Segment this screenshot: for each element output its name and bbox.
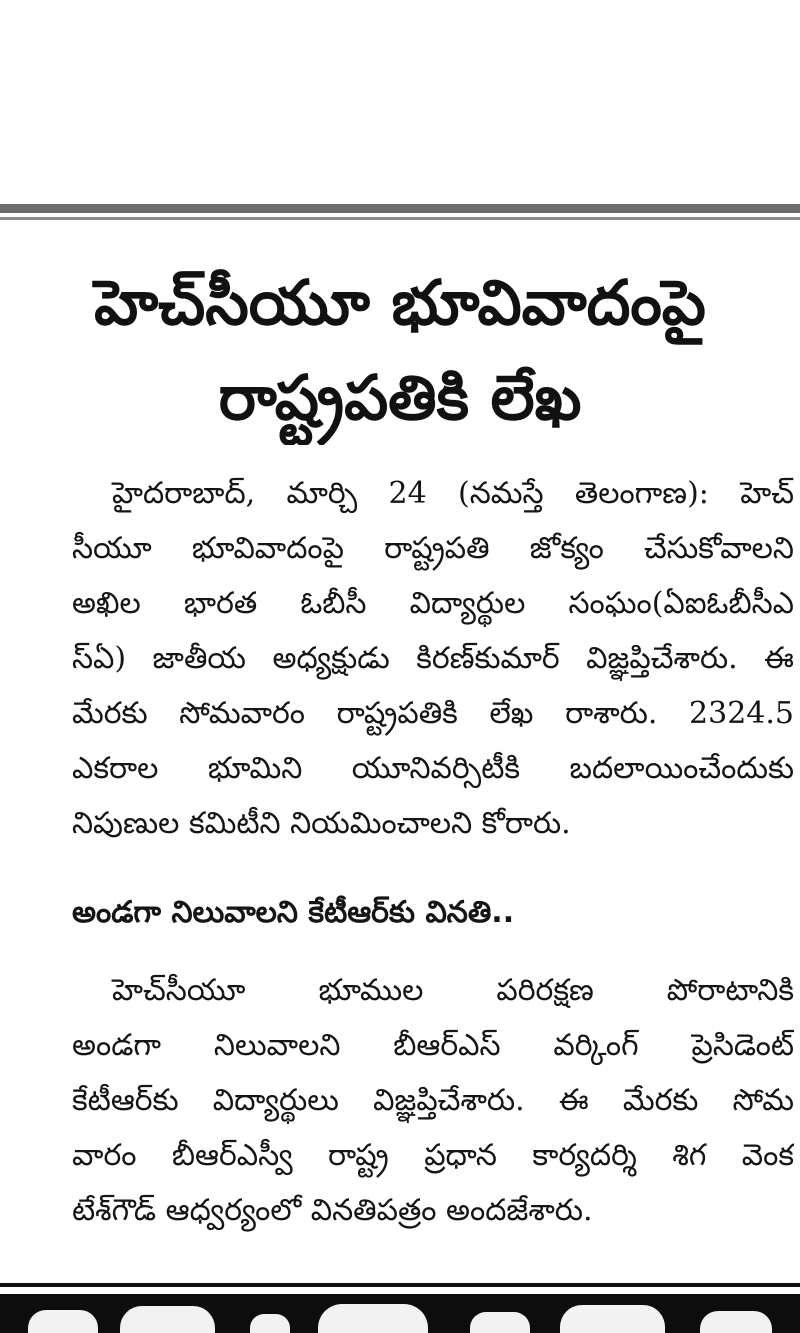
paragraph-1-line: హైదరాబాద్, మార్చి 24 (నమస్తే తెలంగాణ): హెచ్‌ <box>112 476 794 511</box>
next-article-banner <box>0 1294 800 1333</box>
subheading-text: అండగా నిలువాలని కేటీఆర్‌కు వినతి.. <box>72 895 515 930</box>
paragraph-2-line: టేశ్‌గౌడ్ ఆధ్వర్యంలో వినతిపత్రం అందజేశారు. <box>72 1193 593 1228</box>
banner-letter-fragment <box>28 1310 98 1333</box>
top-rule-thin <box>0 217 800 220</box>
article-paragraph-1 <box>72 466 794 851</box>
paragraph-2-line: వారం బీఆర్‌ఎస్వీ రాష్ట్ర ప్రధాన కార్యదర్శి శిగ వెంక <box>72 1138 794 1173</box>
paragraph-1-line: ఎకరాల భూమిని యూనివర్సిటీకి బదలాయించేందుకు <box>72 751 794 786</box>
headline-line-2: రాష్ట్రపతికి లేఖ <box>218 361 582 434</box>
bottom-rule <box>0 1283 800 1287</box>
paragraph-1-line: మేరకు సోమవారం రాష్ట్రపతికి లేఖ రాశారు. 2324.5 <box>72 696 794 731</box>
article-paragraph-2 <box>72 963 794 1238</box>
banner-letter-fragment <box>318 1304 428 1333</box>
headline <box>20 255 780 445</box>
paragraph-2-line: కేటీఆర్‌కు విద్యార్థులు విజ్ఞప్తిచేశారు. ఈ మేరకు సోమ <box>72 1083 794 1118</box>
paragraph-2-line: అండగా నిలువాలని బీఆర్‌ఎస్ వర్కింగ్ ప్రెసిడెంట్ <box>72 1028 794 1063</box>
paragraph-1-line: స్‌ఏ) జాతీయ అధ్యక్షుడు కిరణ్‌కుమార్ విజ్ఞప్తిచేశారు. ఈ <box>72 641 794 676</box>
banner-letter-fragment <box>470 1312 530 1333</box>
article-subheading <box>72 885 794 940</box>
paragraph-1-line: సీయూ భూవివాదంపై రాష్ట్రపతి జోక్యం చేసుకోవాలని <box>72 531 794 566</box>
banner-letter-fragment <box>120 1306 215 1333</box>
paragraph-2-line: హెచ్‌సీయూ భూముల పరిరక్షణ పోరాటానికి <box>112 973 794 1008</box>
banner-letter-fragment <box>250 1314 290 1333</box>
banner-letter-fragment <box>700 1311 772 1333</box>
top-rule-thick <box>0 204 800 213</box>
headline-line-1: హెచ్‌సీయూ భూవివాదంపై <box>94 266 706 339</box>
paragraph-1-line: నిపుణుల కమిటీని నియమించాలని కోరారు. <box>72 806 571 841</box>
paragraph-1-line: అఖిల భారత ఓబీసీ విద్యార్థుల సంఘం(ఏఐఓబీసీఎ <box>72 586 794 621</box>
banner-letter-fragment <box>560 1305 665 1333</box>
